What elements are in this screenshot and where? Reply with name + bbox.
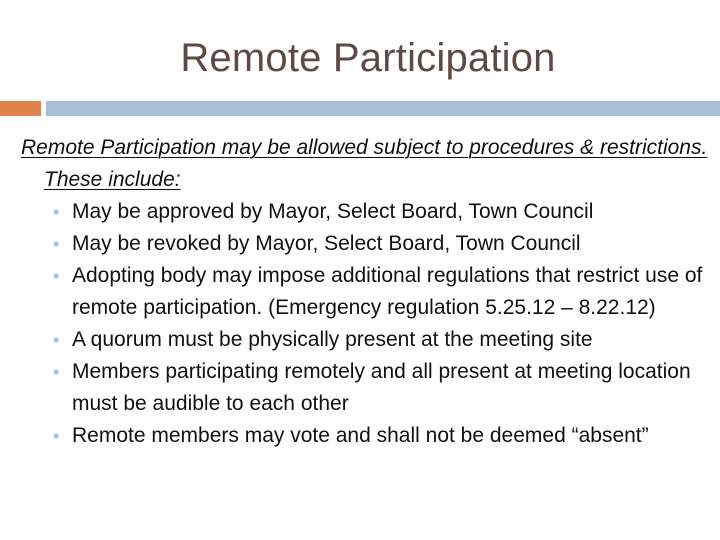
bullet-text: May be approved by Mayor, Select Board, Town Council <box>72 200 594 223</box>
orange-accent-bar <box>0 101 41 116</box>
bullet-icon: • <box>53 266 60 286</box>
blue-accent-bar <box>46 101 720 116</box>
bullet-item <box>21 420 711 452</box>
slide-title: Remote Participation <box>180 36 556 80</box>
bullet-text: Members participating remotely and all present at meeting location must be audible to each other <box>72 360 691 415</box>
slide-body <box>21 132 711 452</box>
bullet-icon: • <box>53 426 60 446</box>
bullet-icon: • <box>53 202 60 222</box>
intro-text: Remote Participation may be allowed subject to procedures & restrictions. These include: <box>21 136 708 191</box>
bullet-text: May be revoked by Mayor, Select Board, Town Council <box>72 232 581 255</box>
bullet-text: Remote members may vote and shall not be deemed “absent” <box>72 424 649 447</box>
bullet-list <box>21 196 711 452</box>
bullet-item <box>21 196 711 228</box>
bullet-icon: • <box>53 234 60 254</box>
bullet-item <box>21 228 711 260</box>
bullet-item <box>21 356 711 420</box>
bullet-item <box>21 324 711 356</box>
bullet-text: A quorum must be physically present at the meeting site <box>72 328 593 351</box>
bullet-icon: • <box>53 330 60 350</box>
bullet-text: Adopting body may impose additional regulations that restrict use of remote participation. (Emergency regulation 5.25.12 – 8.22.12) <box>72 264 703 319</box>
bullet-item <box>21 260 711 324</box>
bullet-icon: • <box>53 362 60 382</box>
